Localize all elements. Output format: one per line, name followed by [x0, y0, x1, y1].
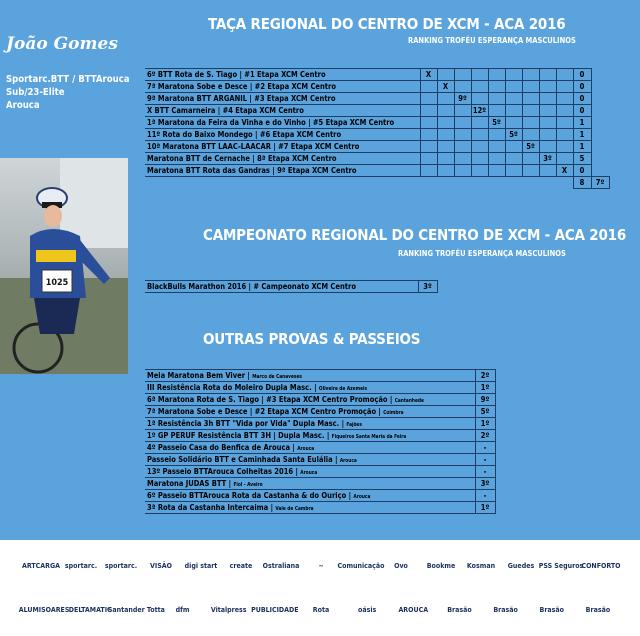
empty-cell [522, 129, 539, 141]
event-result: X [420, 69, 437, 81]
table-row [145, 454, 495, 466]
event-name [145, 430, 475, 442]
separator: | [311, 383, 319, 392]
event-result: 1º [475, 418, 495, 430]
event-place: Arouca [300, 471, 318, 476]
sponsor-logo: Vitalpress [210, 606, 247, 614]
event-name: 9ª Maratona BTT ARGANIL | #3 Etapa XCM Centro [145, 93, 420, 105]
event-result: 5º [505, 129, 522, 141]
sponsor-logo: Ovo [394, 562, 408, 570]
empty-cell [420, 129, 437, 141]
empty-cell [454, 141, 471, 153]
empty-cell [505, 153, 522, 165]
empty-cell [539, 81, 556, 93]
empty-cell [539, 105, 556, 117]
empty-cell [488, 105, 505, 117]
event-result: - [475, 466, 495, 478]
event-result: 12º [472, 106, 487, 115]
empty-cell [556, 93, 573, 105]
empty-cell [556, 69, 573, 81]
empty-cell [488, 141, 505, 153]
empty-cell [454, 69, 471, 81]
event-place: Fiqueiros Santa Maria da Feira [331, 435, 407, 440]
event-name [145, 394, 475, 406]
empty-cell [437, 105, 454, 117]
section-2-subtitle: RANKING TROFÉU ESPERANÇA MASCULINOS [398, 249, 566, 258]
sponsor-logo: Santander Totta [107, 606, 165, 614]
empty-cell [539, 141, 556, 153]
event-place: Fajões [346, 423, 362, 428]
empty-cell [522, 105, 539, 117]
event-name: 10ª Maratona BTT LAAC-LAACAR | #7 Etapa XCM Centro [145, 141, 420, 153]
table-row [145, 406, 495, 418]
table-row [145, 418, 495, 430]
empty-cell [505, 81, 522, 93]
event-title: 1º GP PERUF Resistência BTT 3H | Dupla Masc. [147, 431, 325, 440]
empty-cell [556, 153, 573, 165]
event-name [145, 406, 475, 418]
empty-cell [539, 117, 556, 129]
empty-cell [488, 69, 505, 81]
empty-cell [420, 153, 437, 165]
cyclist-illustration [0, 158, 128, 374]
empty-cell [437, 141, 454, 153]
separator: | [339, 419, 347, 428]
event-result: 1º [475, 502, 495, 514]
event-points: 0 [573, 69, 591, 81]
empty-cell [471, 153, 488, 165]
sponsor-logo: Rota [312, 606, 330, 614]
event-result: X [556, 165, 573, 177]
total-points: 8 [573, 177, 591, 189]
event-name [145, 442, 475, 454]
sponsor-logo: dfm [175, 606, 190, 614]
empty-cell [420, 165, 437, 177]
empty-cell [471, 69, 488, 81]
separator: | [376, 407, 384, 416]
empty-cell [488, 165, 505, 177]
event-title: 7ª Maratona Sobe e Desce | #2 Etapa XCM Centro Promoção [147, 407, 377, 416]
empty-cell [471, 165, 488, 177]
separator: | [332, 455, 340, 464]
athlete-category: Sub/23-Elite [6, 87, 65, 98]
sponsor-logo: Guedes [507, 562, 535, 570]
sponsor-logo: sportarc. [104, 562, 138, 570]
table-row [145, 490, 495, 502]
other-events-table [145, 369, 496, 514]
event-name [145, 478, 475, 490]
empty-cell [488, 93, 505, 105]
separator: | [293, 467, 301, 476]
athlete-name: João Gomes [6, 34, 118, 54]
empty-cell [539, 93, 556, 105]
table-row [145, 81, 609, 93]
event-place: Oliveira de Azemeis [318, 387, 368, 392]
event-result: X [437, 81, 454, 93]
event-result: 9º [475, 394, 495, 406]
event-points: 0 [573, 93, 591, 105]
empty-cell [539, 69, 556, 81]
empty-cell [420, 93, 437, 105]
total-position: 7º [591, 177, 609, 189]
event-points: 0 [573, 81, 591, 93]
empty-cell [420, 81, 437, 93]
table-row [145, 165, 609, 177]
event-points: 0 [573, 165, 591, 177]
table-row [145, 141, 609, 153]
event-points: 1 [573, 141, 591, 153]
separator: | [387, 395, 395, 404]
event-place: Arouca [339, 459, 357, 464]
empty-cell [522, 93, 539, 105]
empty-cell [454, 117, 471, 129]
event-title: 13º Passeio BTTArouca Colheitas 2016 [147, 467, 294, 476]
empty-cell [437, 117, 454, 129]
table-row [145, 466, 495, 478]
event-place: Arouca [353, 495, 371, 500]
event-result: 2º [475, 370, 495, 382]
empty-cell [488, 129, 505, 141]
event-name: X BTT Camarneira | #4 Etapa XCM Centro [145, 105, 420, 117]
event-title: 1ª Resistência 3h BTT "Vida por Vida" Dupla Masc. [147, 419, 340, 428]
totals-spacer [145, 177, 573, 189]
cyclist-photo [0, 158, 128, 374]
athlete-location: Arouca [6, 100, 40, 111]
table-row [145, 382, 495, 394]
event-position: 3º [418, 281, 437, 293]
race-number: 1025 [45, 278, 69, 288]
empty-cell [437, 129, 454, 141]
empty-cell [556, 141, 573, 153]
sponsor-logo: Brasão [585, 606, 611, 614]
empty-cell [522, 165, 539, 177]
event-result: 3º [539, 153, 556, 165]
empty-cell [505, 93, 522, 105]
table-row [145, 442, 495, 454]
separator: | [245, 371, 253, 380]
event-name: Maratona BTT Rota das Gandras | 9ª Etapa XCM Centro [145, 165, 420, 177]
empty-cell [454, 81, 471, 93]
table-row [145, 129, 609, 141]
sponsor-logo: Comunicação [337, 562, 385, 570]
empty-cell [437, 69, 454, 81]
event-name [145, 454, 475, 466]
sponsor-logo: create [229, 562, 253, 570]
empty-cell [437, 153, 454, 165]
sponsor-logos-row-2 [0, 592, 640, 628]
empty-cell [505, 165, 522, 177]
sponsor-logo: CONFORTO [581, 562, 621, 570]
separator: | [324, 431, 332, 440]
event-title: 3ª Rota da Castanha Intercaima [147, 503, 269, 512]
event-result: - [475, 490, 495, 502]
sponsor-logo: ~ [318, 562, 324, 570]
event-title: Maratona JUDAS BTT [147, 479, 227, 488]
sponsor-logo: ALUMISOARES [18, 606, 70, 614]
empty-cell [488, 153, 505, 165]
empty-cell [522, 69, 539, 81]
sponsor-logo: ARTCARGA [21, 562, 61, 570]
empty-cell [471, 81, 488, 93]
sponsor-logo: oásis [358, 606, 377, 614]
empty-cell [454, 105, 471, 117]
ranking-table-1 [145, 68, 610, 189]
table-row [145, 281, 437, 293]
empty-cell [556, 129, 573, 141]
sponsor-logo: digi start [184, 562, 218, 570]
section-1-subtitle: RANKING TROFÉU ESPERANÇA MASCULINOS [408, 36, 576, 45]
event-place: Vale de Cambra [275, 507, 314, 512]
table-row [145, 117, 609, 129]
event-result: 2º [475, 430, 495, 442]
event-name [145, 490, 475, 502]
sponsor-logo: PSS Seguros [538, 562, 584, 570]
empty-cell [420, 105, 437, 117]
table-row [145, 153, 609, 165]
separator: | [290, 443, 298, 452]
event-name [145, 370, 475, 382]
empty-cell [539, 129, 556, 141]
empty-cell [420, 141, 437, 153]
empty-cell [471, 129, 488, 141]
empty-cell [471, 117, 488, 129]
separator: | [346, 491, 354, 500]
event-result: 5º [522, 141, 539, 153]
separator: | [226, 479, 234, 488]
section-3-title: OUTRAS PROVAS & PASSEIOS [203, 330, 421, 348]
sponsor-logo: Brasão [447, 606, 472, 614]
event-place: Marco de Canaveses [252, 375, 302, 380]
event-place: Cantanhede [394, 399, 424, 404]
empty-cell [454, 165, 471, 177]
event-name: BlackBulls Marathon 2016 | # Campeonato XCM Centro [145, 281, 418, 293]
event-name: 7ª Maratona Sobe e Desce | #2 Etapa XCM Centro [145, 81, 420, 93]
event-name: Maratona BTT de Cernache | 8ª Etapa XCM Centro [145, 153, 420, 165]
event-result: 5º [475, 406, 495, 418]
section-1-title: TAÇA REGIONAL DO CENTRO DE XCM - ACA 2016 [208, 15, 566, 33]
empty-cell [471, 141, 488, 153]
empty-cell [437, 165, 454, 177]
empty-cell [522, 153, 539, 165]
event-place: Arouca [297, 447, 315, 452]
empty-cell [505, 117, 522, 129]
event-points: 0 [573, 105, 591, 117]
event-points: 1 [573, 129, 591, 141]
empty-cell [488, 81, 505, 93]
empty-cell [556, 105, 573, 117]
event-name [145, 466, 475, 478]
event-name [145, 418, 475, 430]
empty-cell [505, 141, 522, 153]
event-result: 1º [475, 382, 495, 394]
table-row [145, 105, 609, 117]
sponsor-logo: PUBLICIDADE [251, 606, 299, 614]
event-name: 11º Rota do Baixo Mondego | #6 Etapa XCM Centro [145, 129, 420, 141]
event-points: 5 [573, 153, 591, 165]
event-result: - [475, 454, 495, 466]
table-row [145, 502, 495, 514]
event-name: 6º BTT Rota de S. Tiago | #1 Etapa XCM Centro [145, 69, 420, 81]
sponsor-logo: AROUCA [398, 606, 429, 614]
event-name [145, 382, 475, 394]
empty-cell [505, 105, 522, 117]
event-title: 4º Passeio Casa do Benfica de Arouca [147, 443, 291, 452]
athlete-team: Sportarc.BTT / BTTArouca [6, 74, 130, 85]
empty-cell [454, 153, 471, 165]
event-title: Passeio Solidário BTT e Caminhada Santa Eulália [147, 455, 333, 464]
table-row [145, 430, 495, 442]
empty-cell [437, 93, 454, 105]
event-title: 6ª Maratona Rota de S. Tiago | #3 Etapa XCM Centro Promoção [147, 395, 388, 404]
sponsor-logo: Brasão [493, 606, 518, 614]
event-result: 5º [488, 117, 505, 129]
event-title: Meia Maratona Bem Viver [147, 371, 246, 380]
table-row [145, 370, 495, 382]
athlete-info [6, 73, 129, 112]
event-name: 1ª Maratona da Feira da Vinha e do Vinho | #5 Etapa XCM Centro [145, 117, 420, 129]
table-row [145, 394, 495, 406]
event-result: - [475, 442, 495, 454]
table-row [145, 69, 609, 81]
sponsor-logo: Ostraliana [262, 562, 300, 570]
ranking-table-2 [145, 280, 438, 293]
empty-cell [454, 129, 471, 141]
sponsor-logo: Brasão [539, 606, 564, 614]
sponsor-logo: VISÃO [150, 562, 172, 570]
event-title: III Resistência Rota do Moleiro Dupla Masc. [147, 383, 312, 392]
event-place: Fiol - Aveiro [233, 483, 263, 488]
empty-cell [556, 117, 573, 129]
empty-cell [522, 81, 539, 93]
table-row [145, 93, 609, 105]
event-result: 9º [454, 93, 471, 105]
section-2-title: CAMPEONATO REGIONAL DO CENTRO DE XCM - ACA 2016 [203, 226, 627, 244]
sponsor-logo: sportarc. [64, 562, 98, 570]
event-points: 1 [573, 117, 591, 129]
sponsor-logo: Kosman [466, 562, 496, 570]
empty-cell [471, 93, 488, 105]
empty-cell [539, 165, 556, 177]
table-row [145, 478, 495, 490]
sponsor-logo: DELTAMATIC [68, 606, 112, 614]
empty-cell [505, 69, 522, 81]
sponsor-logos-row-1 [0, 548, 640, 584]
empty-cell [556, 81, 573, 93]
event-title: 6º Passeio BTTArouca Rota da Castanha & do Ouriço [147, 491, 347, 500]
event-result: 3º [475, 478, 495, 490]
event-name [145, 502, 475, 514]
empty-cell [522, 117, 539, 129]
empty-cell [420, 117, 437, 129]
separator: | [268, 503, 276, 512]
totals-row [145, 177, 609, 189]
event-place: Coimbra [383, 411, 404, 416]
sponsor-logo: Bookme [426, 562, 456, 570]
